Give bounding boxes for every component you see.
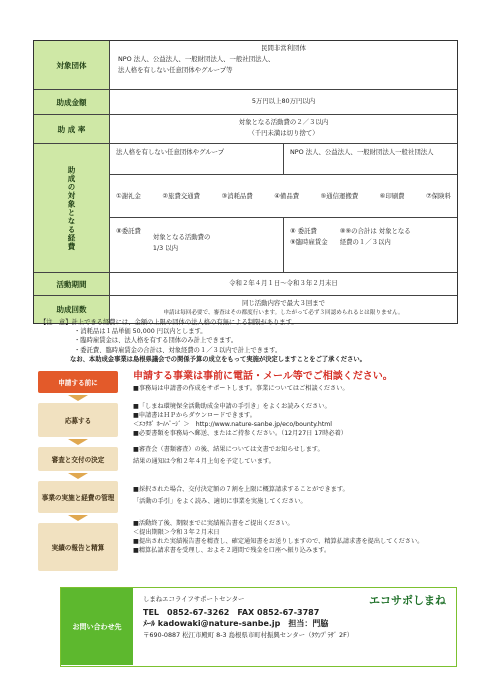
count-line-1: 同じ活動内容で最大３回まで (241, 299, 326, 307)
flow-3-line-2: 結果の通知は令和２年４月上旬を予定しています。 (133, 458, 275, 465)
expenses-right-head: NPO 法人、公益法人、一般財団法人一般社団法人 (283, 144, 457, 174)
flow-4-line-2: 「活動の手引」をよく読み、適切に事業を実施してください。 (133, 498, 307, 505)
expense-item-6: ⑥印刷費 (379, 191, 405, 200)
contact-body (143, 594, 452, 641)
rate-label: 助 成 率 (34, 115, 110, 143)
expense-item-8: ⑧委託費 (116, 227, 141, 235)
flow-2-line-4: ■必要書類を事務局へ郵送、またはご持参ください。（12月27日 17時必着） (133, 430, 347, 437)
flow-2-line-1: ■「しまね環境保全活動助成金申請の手引き」をよくお読みください。 (133, 403, 331, 410)
expense-item-7: ⑦保険料 (426, 191, 451, 200)
flow-desc-4 (133, 485, 463, 506)
flow-step-3: 審査と交付の決定 (38, 447, 118, 471)
expenses-value (110, 144, 457, 272)
flow-2-line-3: ＜ｴｺｻﾎﾟ ﾎｰﾑﾍﾟｰｼﾞ ＞ http://www.nature-sanbe.jp/eco/bounty.html (133, 421, 333, 428)
rate-row (34, 115, 457, 144)
expense-item-1: ①謝礼金 (116, 191, 141, 200)
expense-right-item-8: ⑧ 委託費 (290, 227, 317, 235)
flow-3-line-1: ■審査会（書類審査）の後、結果については文書でお知らせします。 (133, 446, 324, 453)
expense-item-8-note-1: 対象となる活動費の (152, 233, 211, 241)
expense-item-2: ②旅費交通費 (162, 191, 201, 200)
contact-box (60, 587, 457, 667)
rate-value (110, 115, 457, 143)
expenses-right-extra (283, 218, 457, 272)
period-row (34, 273, 457, 296)
flow-step-1: 申請する前に (38, 371, 118, 393)
flow-step-4: 事業の実施と経費の管理 (38, 481, 118, 513)
flow-arrow-3 (68, 473, 88, 479)
eco-support-logo: エコサポしまね (369, 594, 446, 607)
flow-1-headline: 申請する事業は事前に電話・メール等でご相談ください。 (133, 371, 393, 382)
flow-5-line-1: ■活動終了後、期限までに実績報告書をご提出ください。 (133, 520, 294, 527)
expense-item-5: ⑤通信運搬費 (320, 191, 359, 200)
target-label: 対象団体 (34, 41, 110, 89)
flow-desc-1 (133, 372, 463, 393)
flow-5-line-4: ■精算払請求書を受理し、およそ２週間で残金を口座へ振り込みます。 (133, 547, 331, 554)
expenses-label-text: 助成の対象となる経費 (67, 165, 76, 251)
amount-value: 5万円以上80万円以内 (251, 97, 316, 105)
contact-address: 〒690-0887 松江市殿町 8-3 島根県市町村振興センター（ﾀｳﾝﾌﾟﾗｻﾞ 2F） (143, 631, 354, 639)
period-label: 活動期間 (34, 273, 110, 295)
expenses-heads (110, 144, 457, 175)
target-value (110, 41, 457, 89)
contact-label: お問い合わせ先 (61, 588, 133, 665)
flow-desc-5 (133, 519, 463, 555)
expenses-extra (110, 218, 457, 272)
contact-org: しまねエコライフサポートセンター (143, 595, 245, 603)
grant-summary-table (33, 40, 458, 324)
notes-bullet-2: ・臨時雇賃金は、法人格を有する団体のみ計上できます。 (74, 337, 238, 345)
expense-right-note (340, 226, 411, 269)
rate-line-1: 対象となる活動費の２／３以内 (238, 118, 329, 126)
expenses-items (110, 175, 457, 218)
flow-5-line-2: ＜提出期限＞令和３年２月末日 (133, 529, 220, 536)
target-row (34, 41, 457, 90)
notes-bullet-3: ・委託費、臨時雇賃金の合計は、対象経費の１／３以内で計上できます。 (74, 346, 282, 354)
notes-bullet-1: ・消耗品は１品単価 50,000 円以内とします。 (74, 328, 207, 336)
expenses-row (34, 144, 457, 273)
flow-arrow-1 (68, 395, 88, 401)
expense-right-items (290, 226, 328, 269)
flow-2-line-2: ■申請書はＨＰからダウンロードできます。 (133, 412, 256, 419)
notes-lead: 【注 意】計上できる経費には、金額の上限や団体の法人格の有無による制限があります。 (40, 319, 298, 326)
flow-step-5: 実績の報告と精算 (38, 523, 118, 571)
flow-1-line-2: ■事務局は申請書の作成をサポートします。事業についてはご相談ください。 (133, 385, 349, 392)
flow-step-2: 応募する (38, 403, 118, 437)
flow-5-line-3: ■提出された実績報告書を精査し、確定通知書をお送りしますので、精算払請求書を提出してください。 (133, 538, 424, 545)
target-line-2: NPO 法人、公益法人、一般財団法人、一般社団法人、 (118, 55, 275, 63)
expense-item-8-note-2: 1/3 以内 (152, 244, 179, 252)
expense-right-note-2: 経費の１／３以内 (339, 238, 391, 246)
rate-line-2: （千円未満は切り捨て） (248, 129, 319, 137)
target-line-1: 民間非営利団体 (261, 44, 306, 52)
contact-mail[interactable]: ﾒｰﾙ kadowaki@nature-sanbe.jp 担当：門脇 (143, 619, 329, 628)
count-line-2: 申請は毎回必要で、審査はその都度行います。したがって必ず３回認められるとは限りません。 (163, 310, 404, 316)
count-label: 助成回数 (34, 296, 110, 323)
period-value: 令和２年４月１日～令和３年２月末日 (229, 279, 338, 287)
flow-arrow-2 (68, 439, 88, 445)
amount-label: 助成金額 (34, 90, 110, 114)
expenses-label (34, 144, 110, 272)
expenses-left-extra (110, 218, 283, 272)
expense-right-note-1: ⑧⑨の合計は 対象となる (339, 227, 411, 235)
expenses-left-head: 法人格を有しない任意団体やグループ (116, 148, 225, 156)
flow-desc-3 (133, 445, 463, 466)
expense-item-4: ④備品費 (274, 191, 300, 200)
notes (40, 318, 470, 364)
expense-item-8-note (153, 226, 211, 269)
contact-tel: TEL 0852-67-3262 FAX 0852-67-3787 (143, 608, 320, 617)
flow-4-line-1: ■採択された場合、交付決定額の７割を上限に概算請求することができます。 (133, 486, 349, 493)
expense-right-item-9: ⑨臨時雇賃金 (290, 238, 328, 246)
flow-desc-2 (133, 402, 463, 438)
notes-bullet-4: なお、本助成金事業は島根県議会での関係予算の成立をもって実施が決定しますことをご了承ください。 (70, 355, 366, 363)
expense-item-3: ③消耗品費 (221, 191, 253, 200)
target-line-3: 法人格を有しない任意団体やグループ等 (118, 66, 233, 74)
flow-arrow-4 (68, 515, 88, 521)
amount-row (34, 90, 457, 115)
expenses-item-list (110, 187, 457, 206)
